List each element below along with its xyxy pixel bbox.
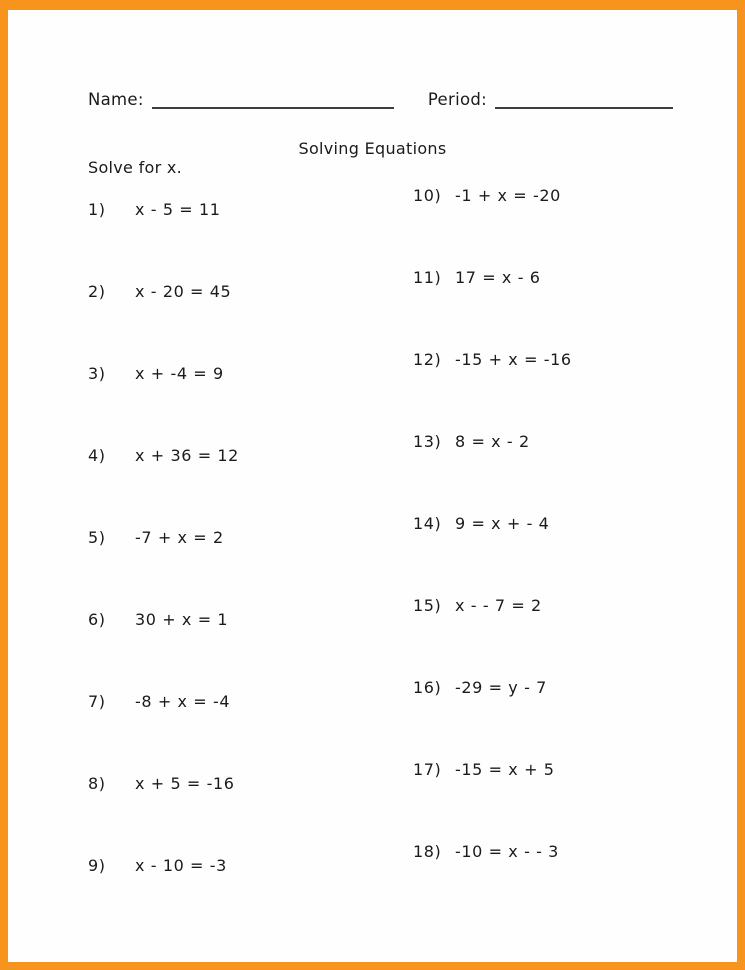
problem-row-4 <box>88 446 239 528</box>
problem-equation: -29 = y - 7 <box>455 678 547 697</box>
problem-equation: -8 + x = -4 <box>135 692 231 711</box>
period-label: Period: <box>427 90 487 109</box>
problem-row-10 <box>413 186 572 268</box>
problem-equation: x + -4 = 9 <box>135 364 224 383</box>
problem-equation: x + 5 = -16 <box>135 774 235 793</box>
problem-row-15 <box>413 596 572 678</box>
problem-equation: -7 + x = 2 <box>135 528 224 547</box>
name-blank-line <box>152 93 394 109</box>
problem-row-5 <box>88 528 239 610</box>
problem-row-18 <box>413 842 572 924</box>
problem-number: 10) <box>413 186 442 205</box>
problem-number: 1) <box>88 200 106 219</box>
problem-row-1 <box>88 200 239 282</box>
problem-number: 3) <box>88 364 106 383</box>
problem-number: 17) <box>413 760 442 779</box>
problem-equation: x - 5 = 11 <box>135 200 221 219</box>
problem-number: 11) <box>413 268 442 287</box>
problem-row-12 <box>413 350 572 432</box>
problem-row-7 <box>88 692 239 774</box>
problem-equation: x - 10 = -3 <box>135 856 227 875</box>
problem-number: 6) <box>88 610 106 629</box>
problem-equation: -15 + x = -16 <box>455 350 572 369</box>
problems-column-right <box>413 186 572 924</box>
problem-row-16 <box>413 678 572 760</box>
problem-row-8 <box>88 774 239 856</box>
problem-row-11 <box>413 268 572 350</box>
problem-row-14 <box>413 514 572 596</box>
problem-number: 18) <box>413 842 442 861</box>
header-row <box>88 90 673 109</box>
instruction-text: Solve for x. <box>88 158 183 177</box>
problem-number: 14) <box>413 514 442 533</box>
problem-equation: -15 = x + 5 <box>455 760 555 779</box>
problem-equation: 9 = x + - 4 <box>455 514 550 533</box>
problem-number: 15) <box>413 596 442 615</box>
problem-equation: 30 + x = 1 <box>135 610 229 629</box>
period-blank-line <box>495 93 673 109</box>
problem-equation: 8 = x - 2 <box>455 432 530 451</box>
name-label: Name: <box>88 90 144 109</box>
problem-equation: x - 20 = 45 <box>135 282 232 301</box>
problem-number: 2) <box>88 282 106 301</box>
problem-row-13 <box>413 432 572 514</box>
problem-number: 7) <box>88 692 106 711</box>
problem-equation: x - - 7 = 2 <box>455 596 542 615</box>
problem-row-17 <box>413 760 572 842</box>
worksheet-title: Solving Equations <box>298 139 447 158</box>
problems-column-left <box>88 200 239 938</box>
problem-equation: 17 = x - 6 <box>455 268 541 287</box>
problem-row-2 <box>88 282 239 364</box>
problem-number: 4) <box>88 446 106 465</box>
problem-row-6 <box>88 610 239 692</box>
problem-row-9 <box>88 856 239 938</box>
problem-equation: -10 = x - - 3 <box>455 842 559 861</box>
problem-number: 12) <box>413 350 442 369</box>
problem-equation: x + 36 = 12 <box>135 446 239 465</box>
problem-number: 16) <box>413 678 442 697</box>
problem-number: 8) <box>88 774 106 793</box>
problem-number: 9) <box>88 856 106 875</box>
problem-number: 13) <box>413 432 442 451</box>
problem-equation: -1 + x = -20 <box>455 186 561 205</box>
problem-number: 5) <box>88 528 106 547</box>
problem-row-3 <box>88 364 239 446</box>
